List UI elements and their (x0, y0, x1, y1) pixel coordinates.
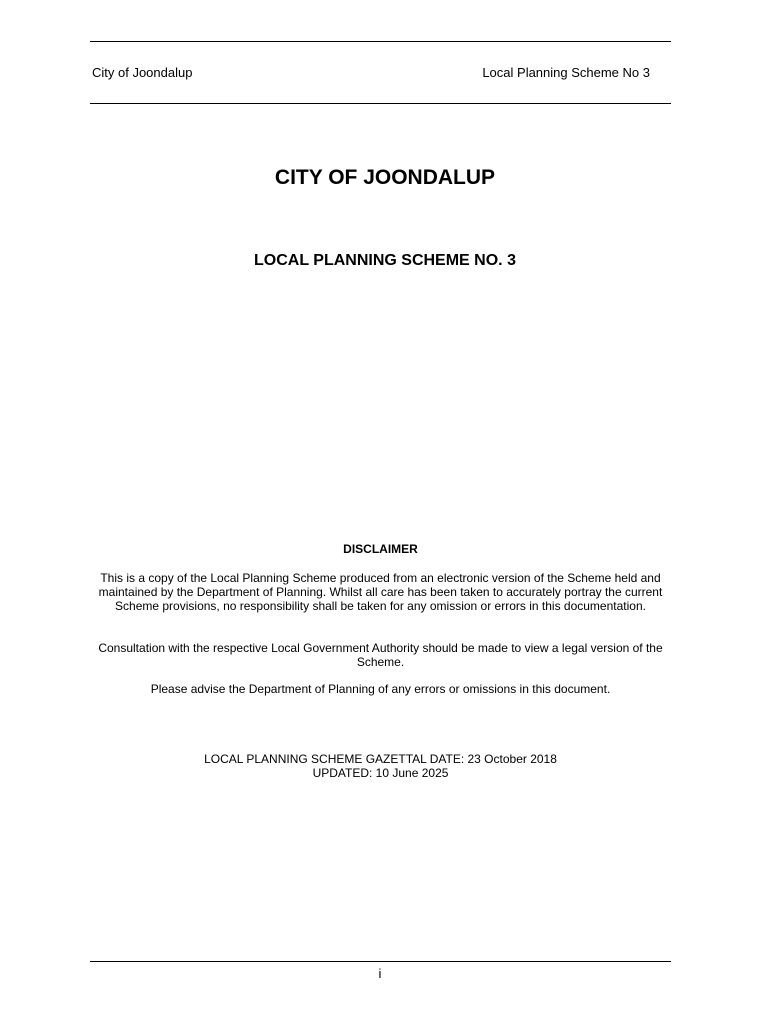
updated-date: UPDATED: 10 June 2025 (312, 766, 449, 780)
disclaimer-paragraph-2: Consultation with the respective Local Government Authority should be made to view a legal version of the Scheme. (98, 641, 663, 669)
disclaimer-paragraph-1: This is a copy of the Local Planning Scheme produced from an electronic version of the Scheme held and maintained by the Department of Planning. Whilst all care has been taken to accurately portray the current Scheme provisions, no responsibility shall be taken for any omission or errors in this documentation. (98, 571, 663, 613)
document-subtitle: LOCAL PLANNING SCHEME NO. 3 (254, 252, 516, 269)
header-right-text: Local Planning Scheme No 3 (482, 65, 650, 80)
disclaimer-paragraph-3: Please advise the Department of Planning of any errors or omissions in this document. (150, 682, 611, 696)
page-number: i (378, 966, 382, 981)
footer-rule (90, 961, 671, 962)
header-left-text: City of Joondalup (92, 65, 193, 80)
header-bottom-rule (90, 103, 671, 104)
document-title: CITY OF JOONDALUP (274, 166, 496, 189)
gazettal-date: LOCAL PLANNING SCHEME GAZETTAL DATE: 23 October 2018 (204, 752, 557, 766)
header-top-rule (90, 41, 671, 42)
disclaimer-heading: DISCLAIMER (343, 542, 418, 556)
